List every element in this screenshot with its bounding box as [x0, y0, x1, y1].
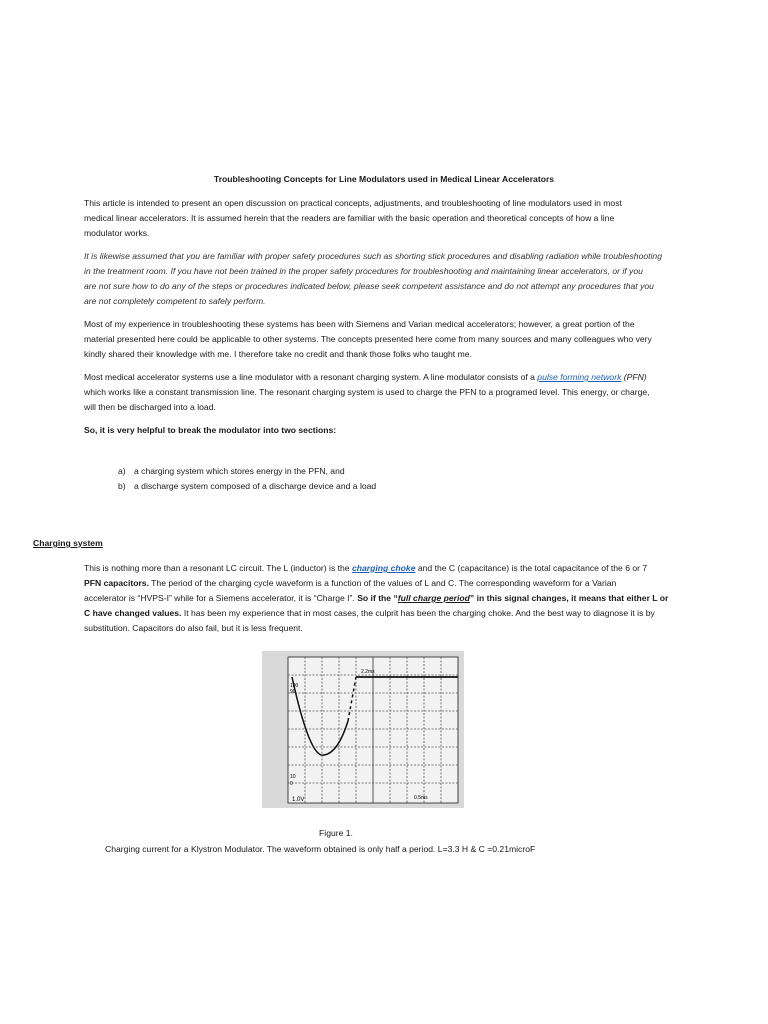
- time-label-top: 2.2ms: [361, 669, 375, 675]
- charging-text: This is nothing more than a resonant LC circuit. The L (inductor) is the: [84, 563, 352, 573]
- list-item: [118, 464, 678, 479]
- document-title: Troubleshooting Concepts for Line Modulators used in Medical Linear Accelerators: [213, 174, 555, 184]
- intro-paragraph: [84, 196, 696, 241]
- list-marker: b): [118, 481, 126, 491]
- list-text: a charging system which stores energy in the PFN, and: [134, 466, 345, 476]
- safety-line: in the treatment room. If you have not been trained in the proper safety procedures for troubleshooting and maintaining linear accelerators, or if you: [84, 266, 643, 276]
- systems-line: [84, 370, 696, 385]
- charging-bold: PFN capacitors.: [84, 578, 149, 588]
- charging-text: The period of the charging cycle waveform is a function of the values of L and C. The corresponding waveform for a Varian: [148, 578, 617, 588]
- charging-choke-link[interactable]: charging choke: [351, 563, 416, 573]
- list-marker: a): [118, 466, 126, 476]
- intro-line: This article is intended to present an open discussion on practical concepts, adjustments, and troubleshooting of line modulators used in most: [84, 198, 622, 208]
- oscilloscope-figure: [262, 651, 464, 808]
- experience-paragraph: [84, 317, 696, 362]
- section-list: [118, 464, 678, 494]
- label-90: 90: [290, 689, 296, 695]
- charging-paragraph: [84, 561, 696, 636]
- time-label-bottom: 0.5ms: [414, 795, 428, 801]
- figure-caption-title: Figure 1.: [319, 828, 353, 838]
- charging-bold: ” in this signal changes, it means that either L or: [469, 593, 669, 603]
- systems-line: which works like a constant transmission line. The resonant charging system is used to charge the PFN to a programed level. This energy, or charge,: [84, 387, 650, 397]
- pfn-link[interactable]: pulse forming network: [537, 372, 622, 382]
- list-text: a discharge system composed of a discharge device and a load: [134, 481, 377, 491]
- label-100: 100: [290, 683, 299, 689]
- label-10: 10: [290, 774, 296, 780]
- systems-paragraph: [84, 370, 696, 415]
- experience-line: material presented here could be applicable to other systems. The concepts presented here come from many sources and many colleagues who very: [84, 334, 652, 344]
- charging-line: substitution. Capacitors do also fail, but it is less frequent.: [84, 623, 303, 633]
- charging-bold: C have changed values.: [84, 608, 182, 618]
- charging-line: [84, 606, 696, 621]
- volt-label: 1.0V: [292, 797, 305, 803]
- charging-text: It has been my experience that in most cases, the culprit has been the charging choke. And the best way to diagnose it is by: [181, 608, 655, 618]
- safety-paragraph: [84, 249, 696, 309]
- experience-line: Most of my experience in troubleshooting these systems has been with Siemens and Varian medical accelerators; however, a great portion of the: [84, 319, 635, 329]
- figure-caption-text: Charging current for a Klystron Modulator. The waveform obtained is only half a period. L=3.3 H & C =0.21microF: [105, 844, 536, 854]
- pfn-abbrev: (PFN): [621, 372, 647, 382]
- label-0: 0: [290, 781, 293, 787]
- safety-line: are not sure how to do any of the steps or procedures indicated below, please seek competent assistance and do not attempt any procedures that you: [84, 281, 654, 291]
- charging-text: and the C (capacitance) is the total capacitance of the 6 or 7: [415, 563, 648, 573]
- safety-line: It is likewise assumed that you are familiar with proper safety procedures such as shorting stick procedures and disabling radiation while troubleshooting: [84, 251, 662, 261]
- charging-line: [84, 576, 696, 591]
- systems-text: Most medical accelerator systems use a line modulator with a resonant charging system. A line modulator consists of a: [84, 372, 538, 382]
- safety-line: are not completely competent to safely perform.: [84, 296, 266, 306]
- systems-line: will then be discharged into a load.: [84, 402, 216, 412]
- charging-text: accelerator is “HVPS-I” while for a Siemens accelerator, it is “Charge I”.: [84, 593, 358, 603]
- charging-system-heading: Charging system: [33, 538, 103, 548]
- charging-line: [84, 561, 696, 576]
- intro-line: modulator works.: [84, 228, 150, 238]
- charging-bold: So if the “: [357, 593, 398, 603]
- full-charge-period: full charge period: [397, 593, 470, 603]
- charging-line: [84, 591, 696, 606]
- intro-line: medical linear accelerators. It is assumed herein that the readers are familiar with the basic operation and theoretical concepts of how a line: [84, 213, 615, 223]
- sections-intro: So, it is very helpful to break the modulator into two sections:: [84, 425, 337, 435]
- experience-line: kindly shared their knowledge with me. I therefore take no credit and thank those folks who taught me.: [84, 349, 472, 359]
- list-item: [118, 479, 678, 494]
